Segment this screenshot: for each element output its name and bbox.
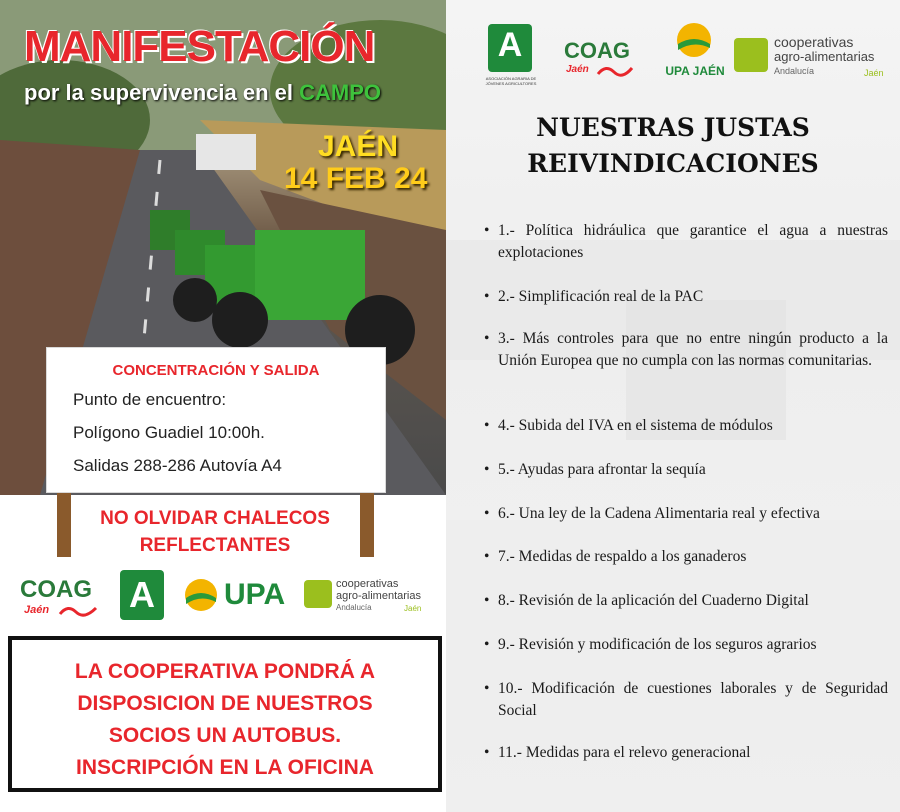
demand-item: • 7.- Medidas de respaldo a los ganaderos <box>484 546 888 568</box>
coag-logo-text: COAG <box>564 38 630 63</box>
coag-logo-sub: Jaén <box>24 604 50 616</box>
bus-notice-line-4: INSCRIPCIÓN EN LA OFICINA <box>76 756 374 779</box>
cooperativas-logo <box>304 576 434 620</box>
bus-notice-text <box>12 656 438 784</box>
organizer-logos-left <box>14 568 434 624</box>
upa-jaen-text: UPA JAÉN <box>665 64 725 78</box>
protest-poster <box>0 0 446 812</box>
coag-logo-sub: Jaén <box>566 64 589 75</box>
sign-line-meeting: Punto de encuentro: <box>73 390 227 409</box>
demands-heading <box>446 110 900 182</box>
asaja-logo-letter: A <box>497 26 523 64</box>
cooperativas-logo <box>734 34 894 84</box>
bus-notice-line-2: DISPOSICION DE NUESTROS <box>77 692 373 715</box>
coag-swoosh-icon <box>596 64 634 78</box>
subtitle-text: por la supervivencia en el <box>24 80 300 105</box>
cooperativas-badge-icon <box>304 580 332 608</box>
demands-panel <box>446 0 900 812</box>
coop-region: Andalucía <box>774 66 815 76</box>
demand-item: • 2.- Simplificación real de la PAC <box>484 286 888 308</box>
demand-item: • 5.- Ayudas para afrontar la sequía <box>484 459 888 481</box>
cooperativas-badge-icon <box>734 38 768 72</box>
bus-notice-line-3: SOCIOS UN AUTOBUS. <box>108 724 342 747</box>
vest-reminder <box>60 505 370 559</box>
reminder-line-2: REFLECTANTES <box>139 535 291 556</box>
asaja-caption: ASOCIACIÓN AGRARIA DE JÓVENES AGRICULTORES <box>485 76 537 86</box>
poster-date: 14 FEB 24 <box>284 162 428 195</box>
subtitle-highlight: CAMPO <box>299 80 382 105</box>
coop-city: Jaén <box>404 604 422 613</box>
demand-item: • 1.- Política hidráulica que garantice el agua a nuestras explotaciones <box>484 220 888 264</box>
upa-logo-text: UPA <box>224 578 286 611</box>
demand-item: • 8.- Revisión de la aplicación del Cuaderno Digital <box>484 590 888 612</box>
demand-item: • 9.- Revisión y modificación de los seguros agrarios <box>484 634 888 656</box>
upa-sun-icon <box>184 578 218 612</box>
sign-title: CONCENTRACIÓN Y SALIDA <box>112 362 320 379</box>
coop-line-1: cooperativas <box>336 578 399 590</box>
sign-line-exits: Salidas 288-286 Autovía A4 <box>73 456 282 475</box>
upa-sun-icon <box>676 22 712 58</box>
coag-logo-text: COAG <box>20 576 92 603</box>
asaja-logo-letter: A <box>129 574 155 615</box>
coop-line-1: cooperativas <box>774 34 854 50</box>
coop-line-2: agro-alimentarias <box>774 49 875 64</box>
asaja-logo <box>120 570 164 620</box>
bus-notice-line-1: LA COOPERATIVA PONDRÁ A <box>74 660 376 683</box>
sign-line-location: Polígono Guadiel 10:00h. <box>73 423 265 442</box>
coag-logo <box>560 36 640 82</box>
demand-item: • 6.- Una ley de la Cadena Alimentaria real y efectiva <box>484 503 888 525</box>
demand-item: • 11.- Medidas para el relevo generacional <box>484 742 888 764</box>
reminder-line-1: NO OLVIDAR CHALECOS <box>100 508 330 529</box>
coag-swoosh-icon <box>58 604 98 618</box>
poster-subtitle <box>24 80 381 106</box>
poster-city: JAÉN <box>318 130 399 163</box>
coop-city: Jaén <box>864 68 884 78</box>
organizer-logos-right <box>446 18 900 90</box>
meeting-point-sign <box>46 347 386 493</box>
coop-region: Andalucía <box>336 603 372 612</box>
upa-logo <box>184 576 294 616</box>
upa-jaen-logo <box>660 20 730 86</box>
bus-notice-box <box>8 636 442 792</box>
demand-item: • 3.- Más controles para que no entre ningún producto a la Unión Europea que no cumpla con las normas comunitarias. <box>484 328 888 372</box>
demand-item: • 4.- Subida del IVA en el sistema de módulos <box>484 415 888 437</box>
demand-item: • 10.- Modificación de cuestiones laborales y de Seguridad Social <box>484 678 888 722</box>
poster-title: MANIFESTACIÓN <box>24 22 375 71</box>
asaja-logo <box>488 24 532 72</box>
coop-line-2: agro-alimentarias <box>336 590 421 602</box>
heading-line-1: NUESTRAS JUSTAS <box>536 113 810 142</box>
coag-logo <box>18 574 102 620</box>
heading-line-2: REIVINDICACIONES <box>527 149 819 178</box>
